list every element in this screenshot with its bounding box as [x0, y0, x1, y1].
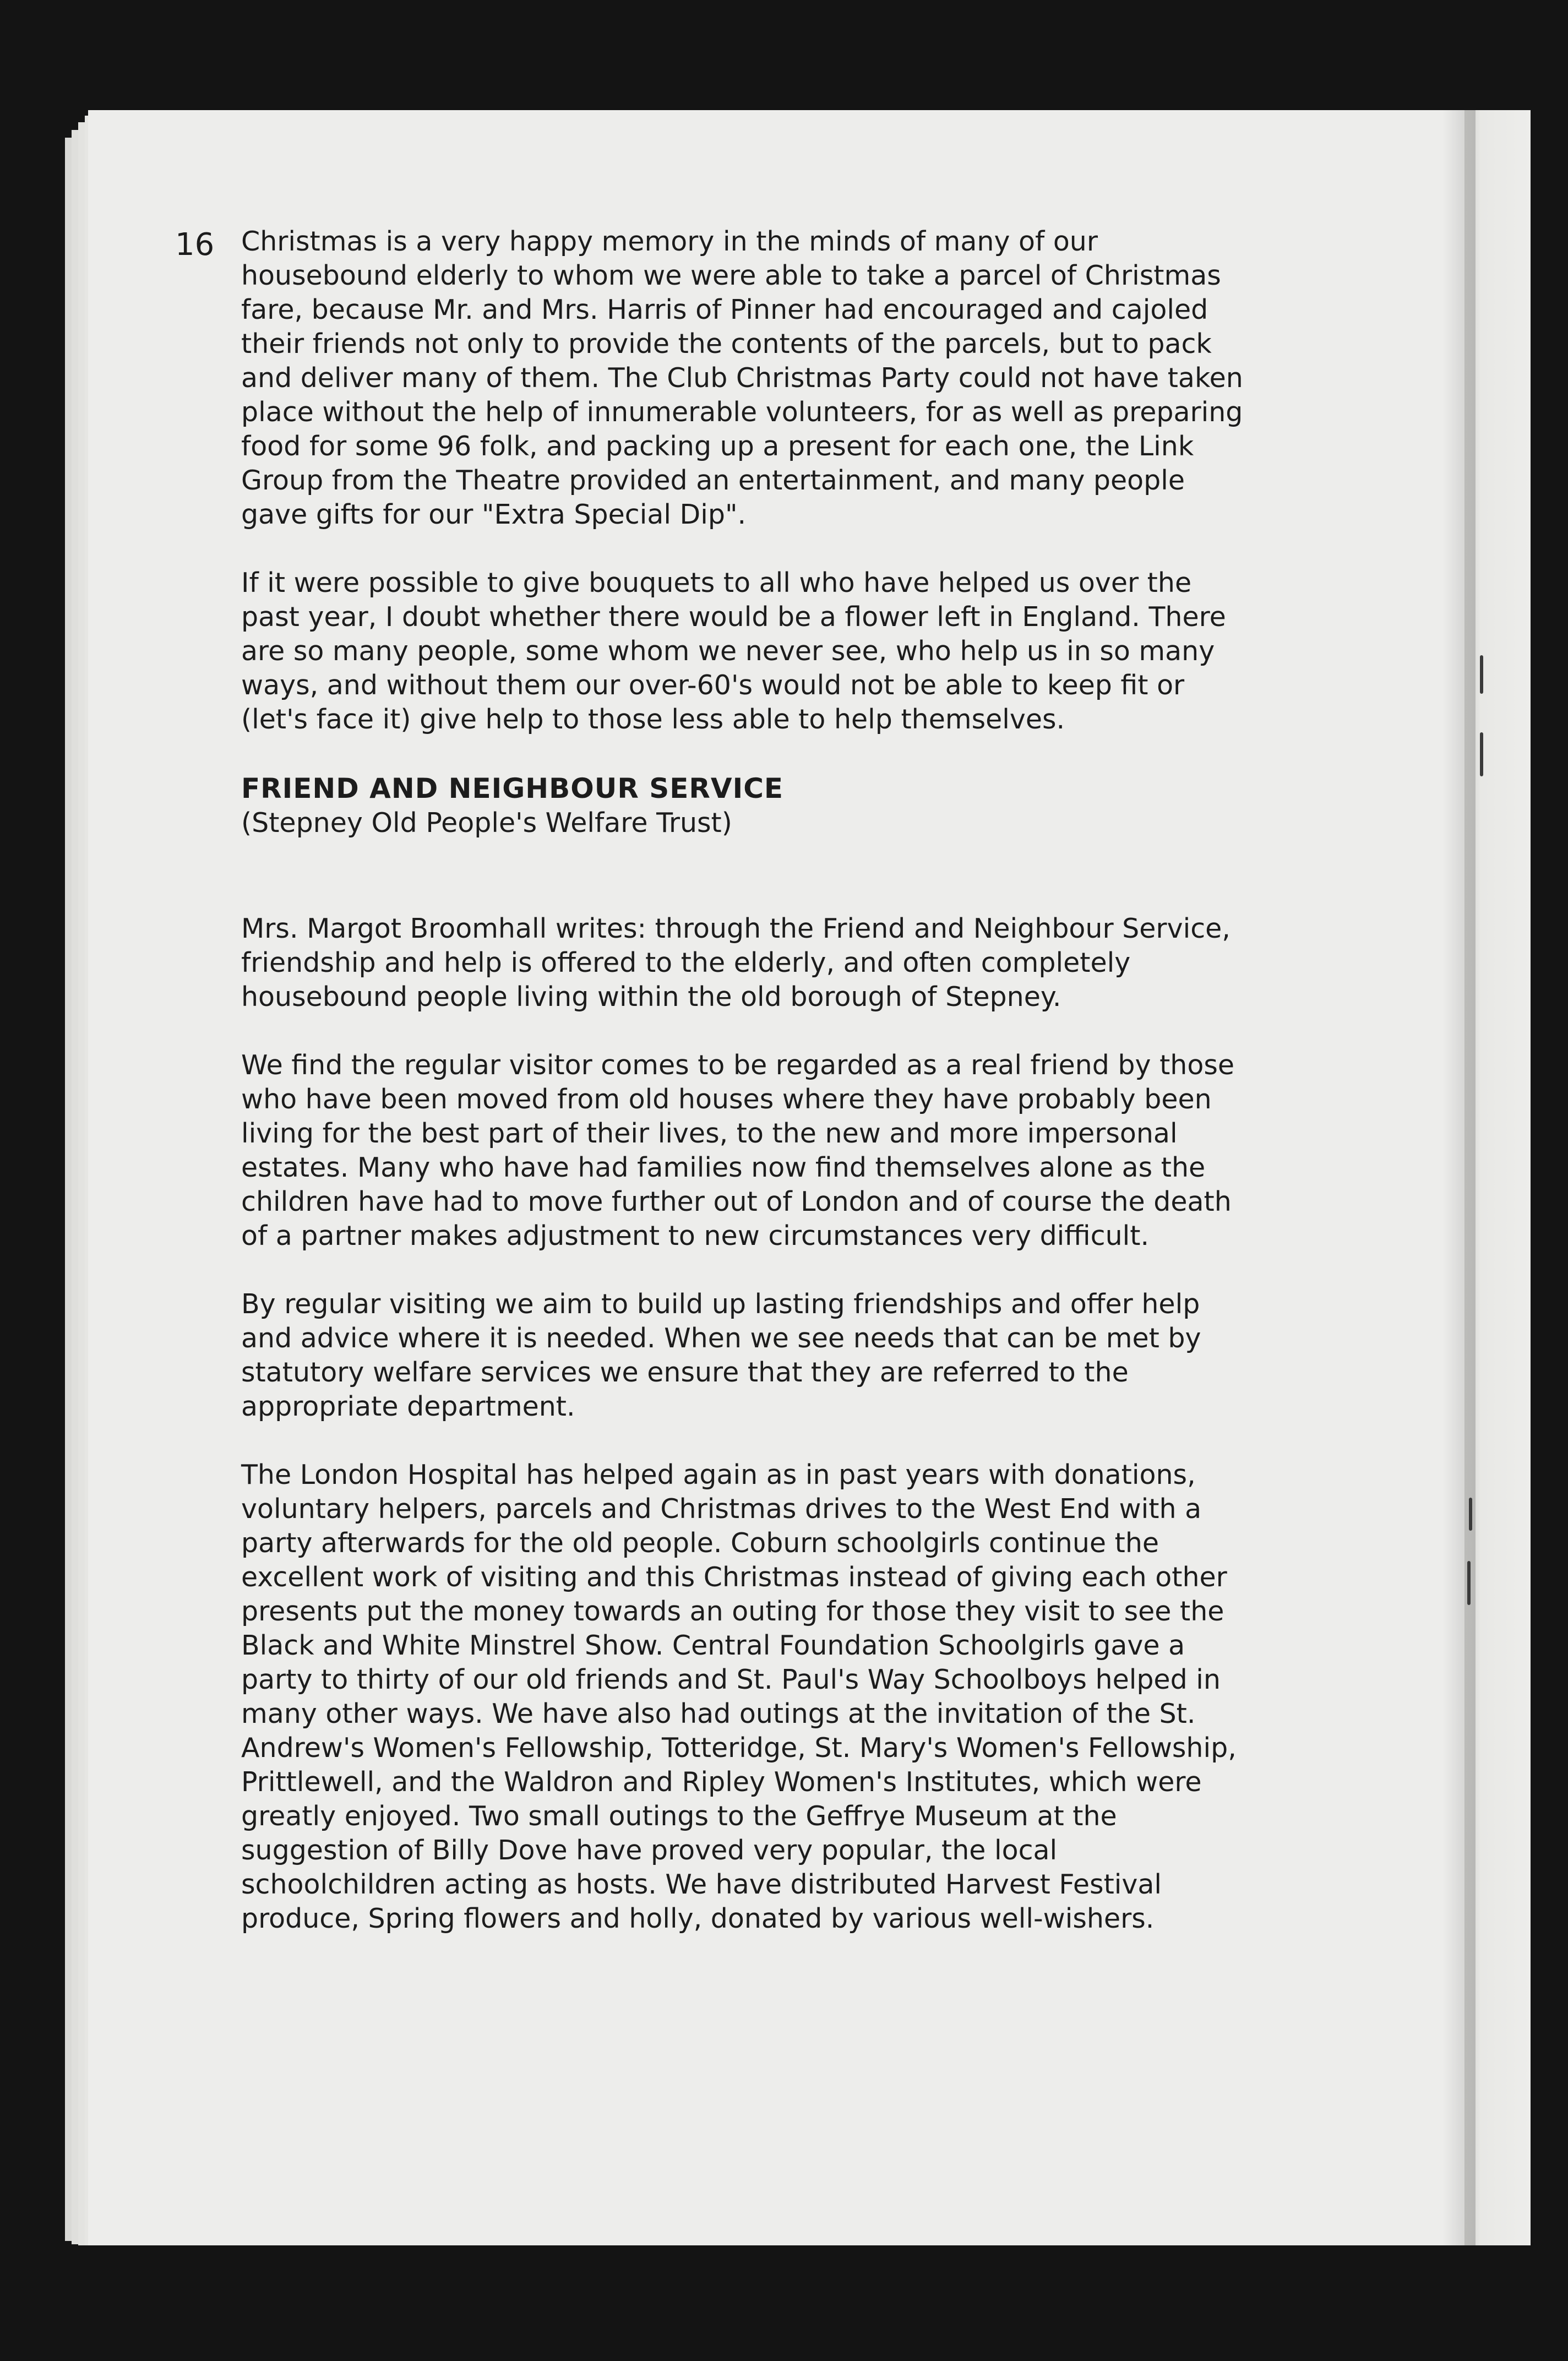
paragraph: Christmas is a very happy memory in the minds of many of our housebound elderly to whom we were able to take a parcel of Christmas fare, because Mr. and Mrs. Harris of Pinner had encouraged and cajoled their friends not only to provide the contents of the parcels, but to pack and deliver many of them. The Club Christmas Party could not have taken place without the help of innumerable volunteers, for as well as preparing food for some 96 folk, and packing up a present for each one, the Link Group from the Theatre provided an entertainment, and many people gave gifts for our "Extra Special Dip".: [241, 226, 1243, 530]
paragraph: By regular visiting we aim to build up lasting friendships and offer help and advice where it is needed. When we see needs that can be met by statutory welfare services we ensure that they are referred to the appropriate department.: [241, 1288, 1201, 1422]
page-number: 16: [175, 227, 215, 263]
paragraph: The London Hospital has helped again as in past years with donations, voluntary helpers, parcels and Christmas drives to the West End with a party afterwards for the old people. Coburn schoolgirls continue the excellent work of visiting and this Christmas instead of giving each other presents put the money towards an outing for those they visit to see the Black and White Minstrel Show. Central Foundation Schoolgirls gave a party to thirty of our old friends and St. Paul's Way Schoolboys helped in many other ways. We have also had outings at the invitation of the St. Andrew's Women's Fellowship, Totteridge, St. Mary's Women's Fellowship, Prittlewell, and the Waldron and Ripley Women's Institutes, which were greatly enjoyed. Two small outings to the Geffrye Museum at the suggestion of Billy Dove have proved very popular, the local schoolchildren acting as hosts. We have distributed Harvest Festival produce, Spring flowers and holly, donated by various well-wishers.: [241, 1459, 1237, 1934]
section-subheading: (Stepney Old People's Welfare Trust): [241, 807, 732, 839]
page-content: [241, 225, 1254, 1970]
binding-stitch: [1469, 1498, 1472, 1531]
paragraph: We find the regular visitor comes to be regarded as a real friend by those who have been moved from old houses where they have probably been living for the best part of their lives, to the new and more impersonal estates. Many who have had families now find themselves alone as the children have had to move further out of London and of course the death of a partner makes adjustment to new circumstances very difficult.: [241, 1049, 1235, 1252]
section-heading: FRIEND AND NEIGHBOUR SERVICE: [241, 773, 784, 804]
binding-stitch: [1480, 732, 1483, 776]
binding-stitch: [1480, 655, 1483, 694]
binding-shadow: [1442, 110, 1476, 2245]
paragraph: If it were possible to give bouquets to all who have helped us over the past year, I doubt whether there would be a flower left in England. There are so many people, some whom we never see, who help us in so many ways, and without them our over-60's would not be able to keep fit or (let's face it) give help to those less able to help themselves.: [241, 567, 1226, 735]
binding-stitch: [1467, 1561, 1471, 1605]
paragraph: Mrs. Margot Broomhall writes: through the Friend and Neighbour Service, friendship and help is offered to the elderly, and often completely housebound people living within the old borough of Stepney.: [241, 913, 1231, 1013]
